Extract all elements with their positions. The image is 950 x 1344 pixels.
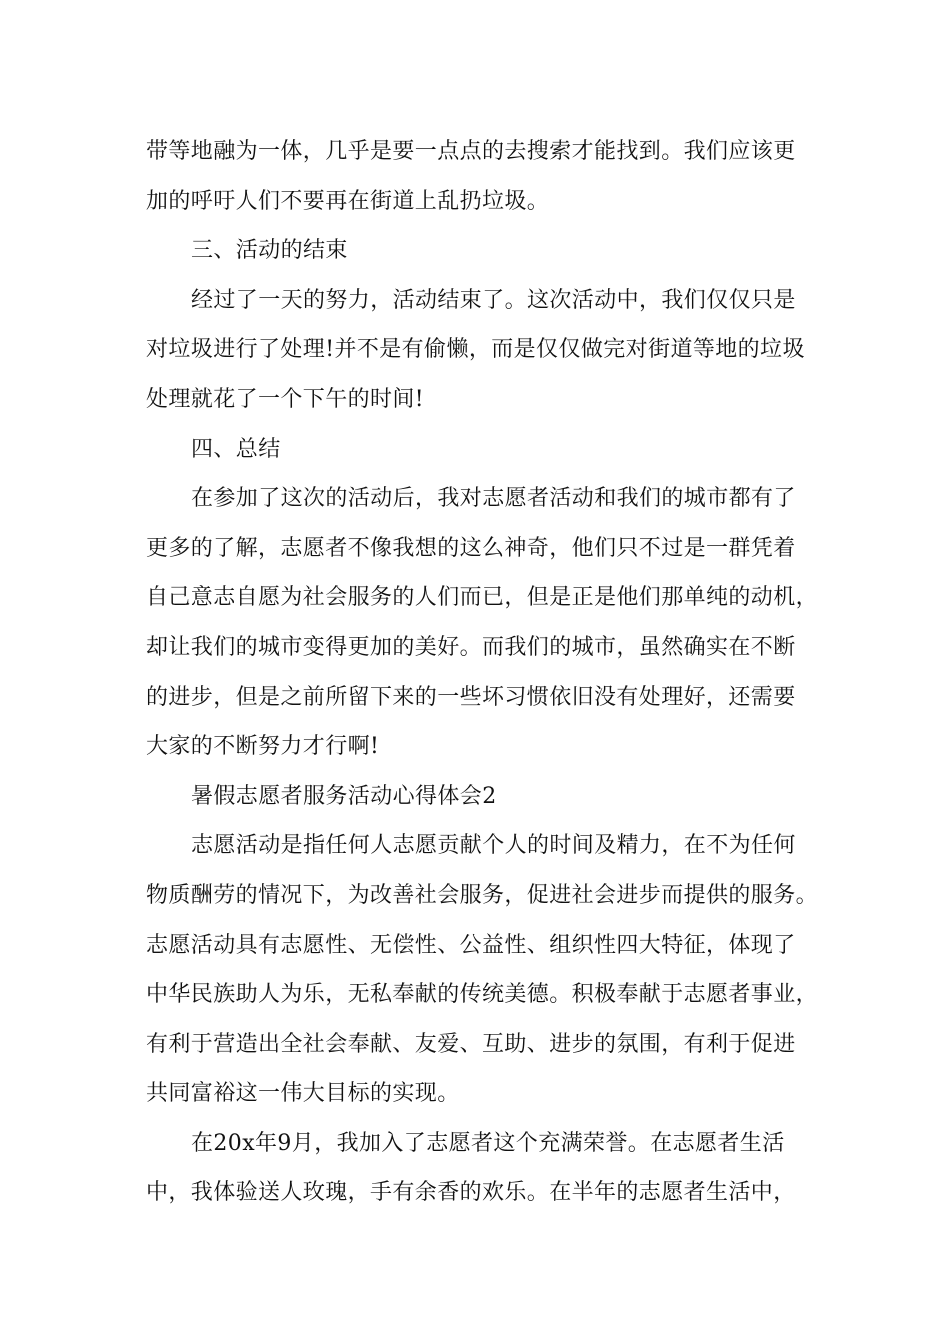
text-line: 更多的了解，志愿者不像我想的这么神奇，他们只不过是一群凭着 <box>146 535 796 561</box>
text-line: 对垃圾进行了处理!并不是有偷懒，而是仅仅做完对街道等地的垃圾 <box>146 337 805 363</box>
text-line: 志愿活动具有志愿性、无偿性、公益性、组织性四大特征，体现了 <box>146 932 796 958</box>
text-line: 三、活动的结束 <box>191 238 348 264</box>
text-line: 的进步，但是之前所留下来的一些坏习惯依旧没有处理好，还需要 <box>146 684 796 710</box>
text-line: 共同富裕这一伟大目标的实现。 <box>146 1081 460 1107</box>
text-line: 物质酬劳的情况下，为改善社会服务，促进社会进步而提供的服务。 <box>146 882 819 908</box>
text-line: 处理就花了一个下午的时间! <box>146 386 425 412</box>
text-line: 暑假志愿者服务活动心得体会2 <box>191 783 497 809</box>
text-line: 中华民族助人为乐，无私奉献的传统美德。积极奉献于志愿者事业， <box>146 982 819 1008</box>
text-line: 却让我们的城市变得更加的美好。而我们的城市，虽然确实在不断 <box>146 634 796 660</box>
text-line: 大家的不断努力才行啊! <box>146 734 380 760</box>
text-line: 带等地融为一体，几乎是要一点点的去搜索才能找到。我们应该更 <box>146 139 796 164</box>
text-line: 加的呼吁人们不要再在街道上乱扔垃圾。 <box>146 188 550 214</box>
text-line: 经过了一天的努力，活动结束了。这次活动中，我们仅仅只是 <box>191 287 796 313</box>
text-line: 自己意志自愿为社会服务的人们而已，但是正是他们那单纯的动机， <box>146 585 819 611</box>
text-line: 四、总结 <box>191 436 281 462</box>
text-line: 中，我体验送人玫瑰，手有余香的欢乐。在半年的志愿者生活中， <box>146 1180 796 1206</box>
text-line: 在20x年9月，我加入了志愿者这个充满荣誉。在志愿者生活 <box>191 1130 785 1156</box>
text-line: 在参加了这次的活动后，我对志愿者活动和我们的城市都有了 <box>191 486 796 512</box>
text-line: 志愿活动是指任何人志愿贡献个人的时间及精力，在不为任何 <box>191 833 796 859</box>
document-body <box>146 127 826 1218</box>
text-line: 有利于营造出全社会奉献、友爱、互助、进步的氛围，有利于促进 <box>146 1031 796 1057</box>
